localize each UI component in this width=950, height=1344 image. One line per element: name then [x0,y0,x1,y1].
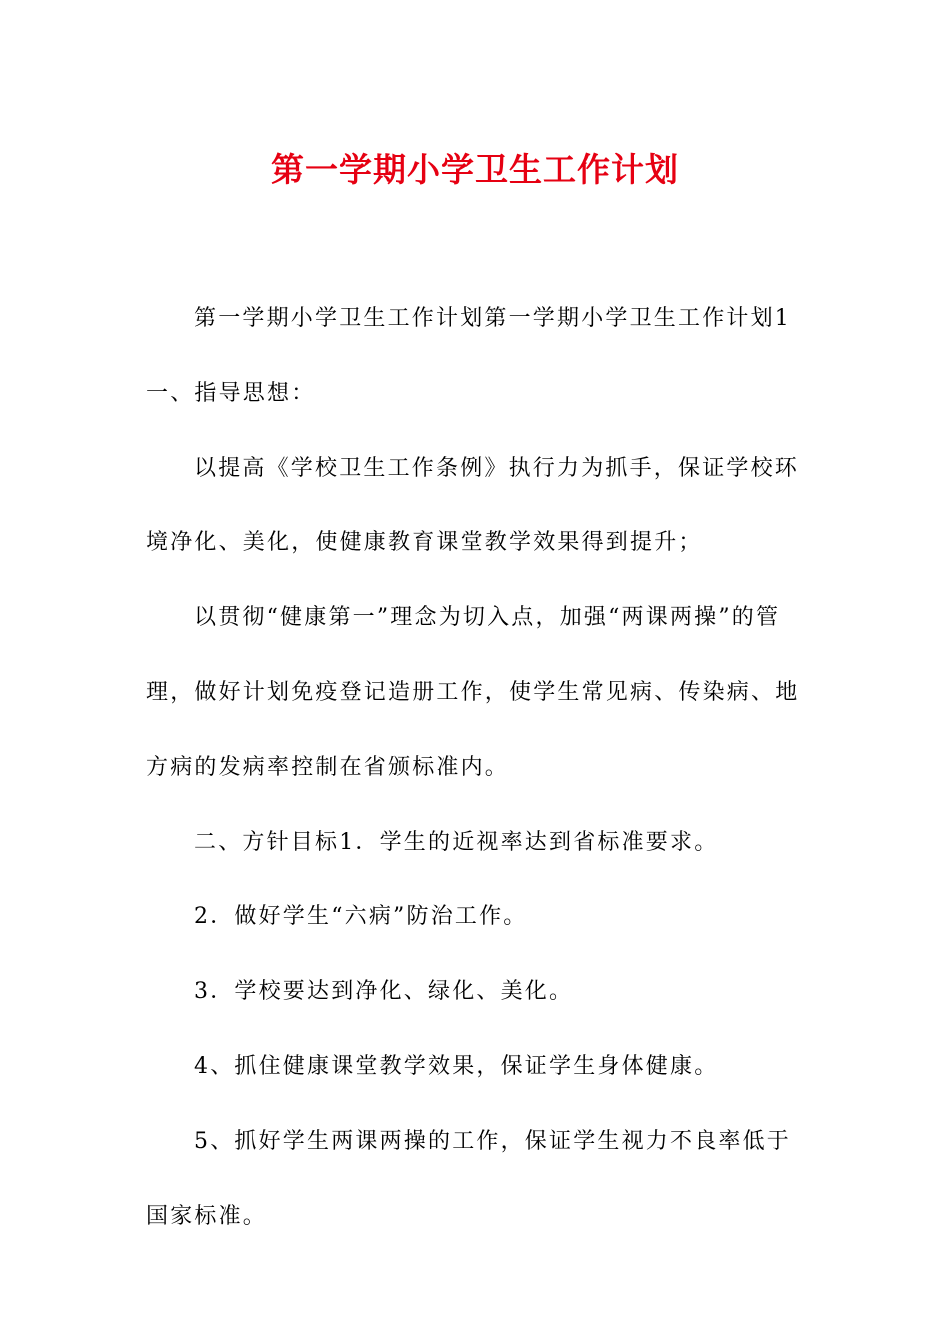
paragraph-regulations: 以提高《学校卫生工作条例》执行力为抓手，保证学校环境净化、美化，使健康教育课堂教学效果得到提升； [146,455,800,556]
goal-item-5: 5、抓好学生两课两操的工作，保证学生视力不良率低于国家标准。 [146,1128,791,1229]
paragraph-heading-line: 第一学期小学卫生工作计划第一学期小学卫生工作计划1 [194,306,791,331]
goal-item-3: 3．学校要达到净化、绿化、美化。 [194,979,574,1005]
paragraph-health-first: 以贯彻“健康第一”理念为切入点，加强“两课两操”的管理，做好计划免疫登记造册工作，使学生常见病、传染病、地方病的发病率控制在省颁标准内。 [146,605,800,780]
document-title: 第一学期小学卫生工作计划 [271,150,679,189]
section-heading-goals-item-1: 二、方针目标1．学生的近视率达到省标准要求。 [194,829,719,855]
goal-item-2: 2．做好学生“六病”防治工作。 [194,904,528,930]
section-heading-guiding-ideology: 一、指导思想： [146,380,316,406]
document-body [146,282,806,1254]
goal-item-4: 4、抓住健康课堂教学效果，保证学生身体健康。 [194,1053,719,1079]
